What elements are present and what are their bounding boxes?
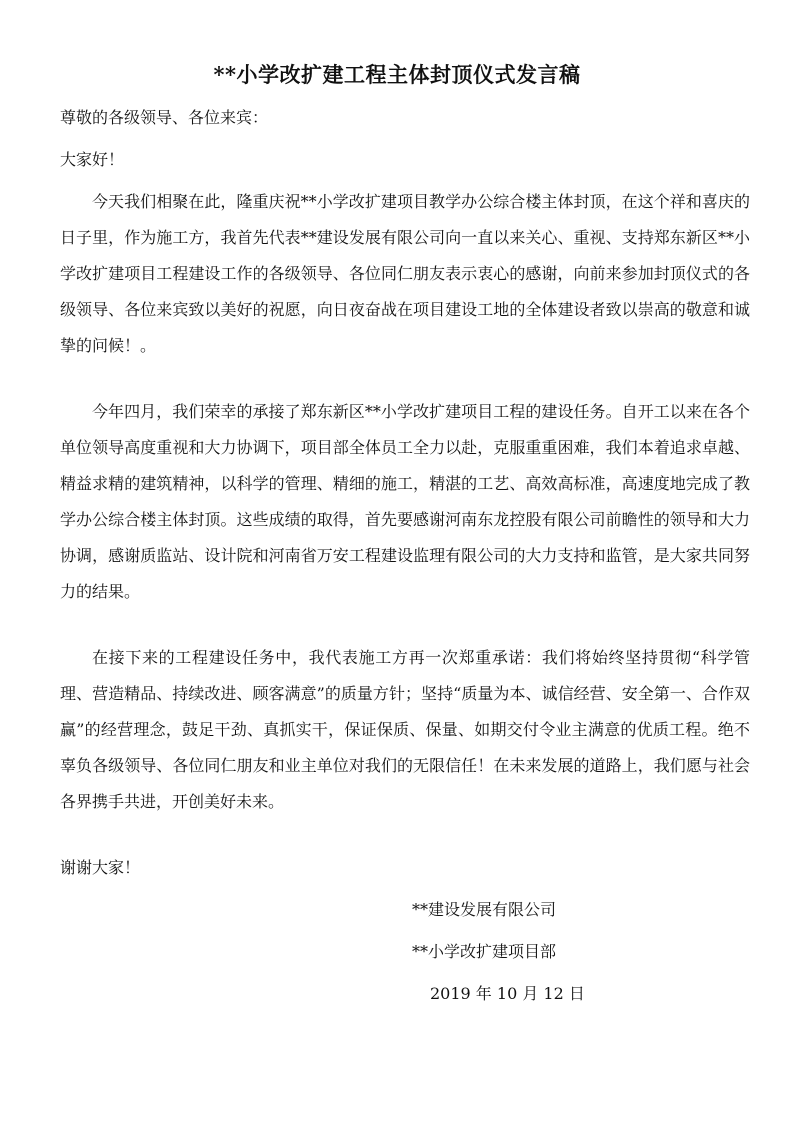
paragraph-progress: 今年四月，我们荣幸的承接了郑东新区**小学改扩建项目工程的建设任务。自开工以来在各个单位领导高度重视和大力协调下，项目部全体员工全力以赴，克服重重困难，我们本着追求卓越、精益求精的建筑精神，以科学的管理、精细的施工，精湛的工艺、高效高标准，高速度地完成了教学办公综合楼主体封顶。这些成绩的取得，首先要感谢河南东龙控股有限公司前瞻性的领导和大力协调，感谢质监站、设计院和河南省万安工程建设监理有限公司的大力支持和监管，是大家共同努力的结果。: [60, 402, 750, 601]
greeting: 大家好！: [60, 150, 125, 169]
document-title: **小学改扩建工程主体封顶仪式发言稿: [213, 62, 581, 87]
paragraph-commitment: 在接下来的工程建设任务中，我代表施工方再一次郑重承诺：我们将始终坚持贯彻“科学管理、营造精品、持续改进、顾客满意”的质量方针；坚持“质量为本、诚信经营、安全第一、合作双赢”的经营理念，鼓足干劲、真抓实干，保证保质、保量、如期交付令业主满意的优质工程。绝不辜负各级领导、各位同仁朋友和业主单位对我们的无限信任！在未来发展的道路上，我们愿与社会各界携手共进，开创美好未来。: [60, 648, 750, 811]
paragraph-opening: 今天我们相聚在此，隆重庆祝**小学改扩建项目教学办公综合楼主体封顶，在这个祥和喜庆的日子里，作为施工方，我首先代表**建设发展有限公司向一直以来关心、重视、支持郑东新区**小学改扩建项目工程建设工作的各级领导、各位同仁朋友表示衷心的感谢，向前来参加封顶仪式的各级领导、各位来宾致以美好的祝愿，向日夜奋战在项目建设工地的全体建设者致以崇高的敬意和诚挚的问候！。: [60, 192, 750, 355]
signature-department: **小学改扩建项目部: [412, 942, 557, 961]
salutation: 尊敬的各级领导、各位来宾：: [60, 108, 269, 127]
closing-thanks: 谢谢大家！: [60, 858, 141, 877]
signature-date: 2019 年 10 月 12 日: [430, 984, 585, 1003]
signature-company: **建设发展有限公司: [412, 900, 557, 919]
